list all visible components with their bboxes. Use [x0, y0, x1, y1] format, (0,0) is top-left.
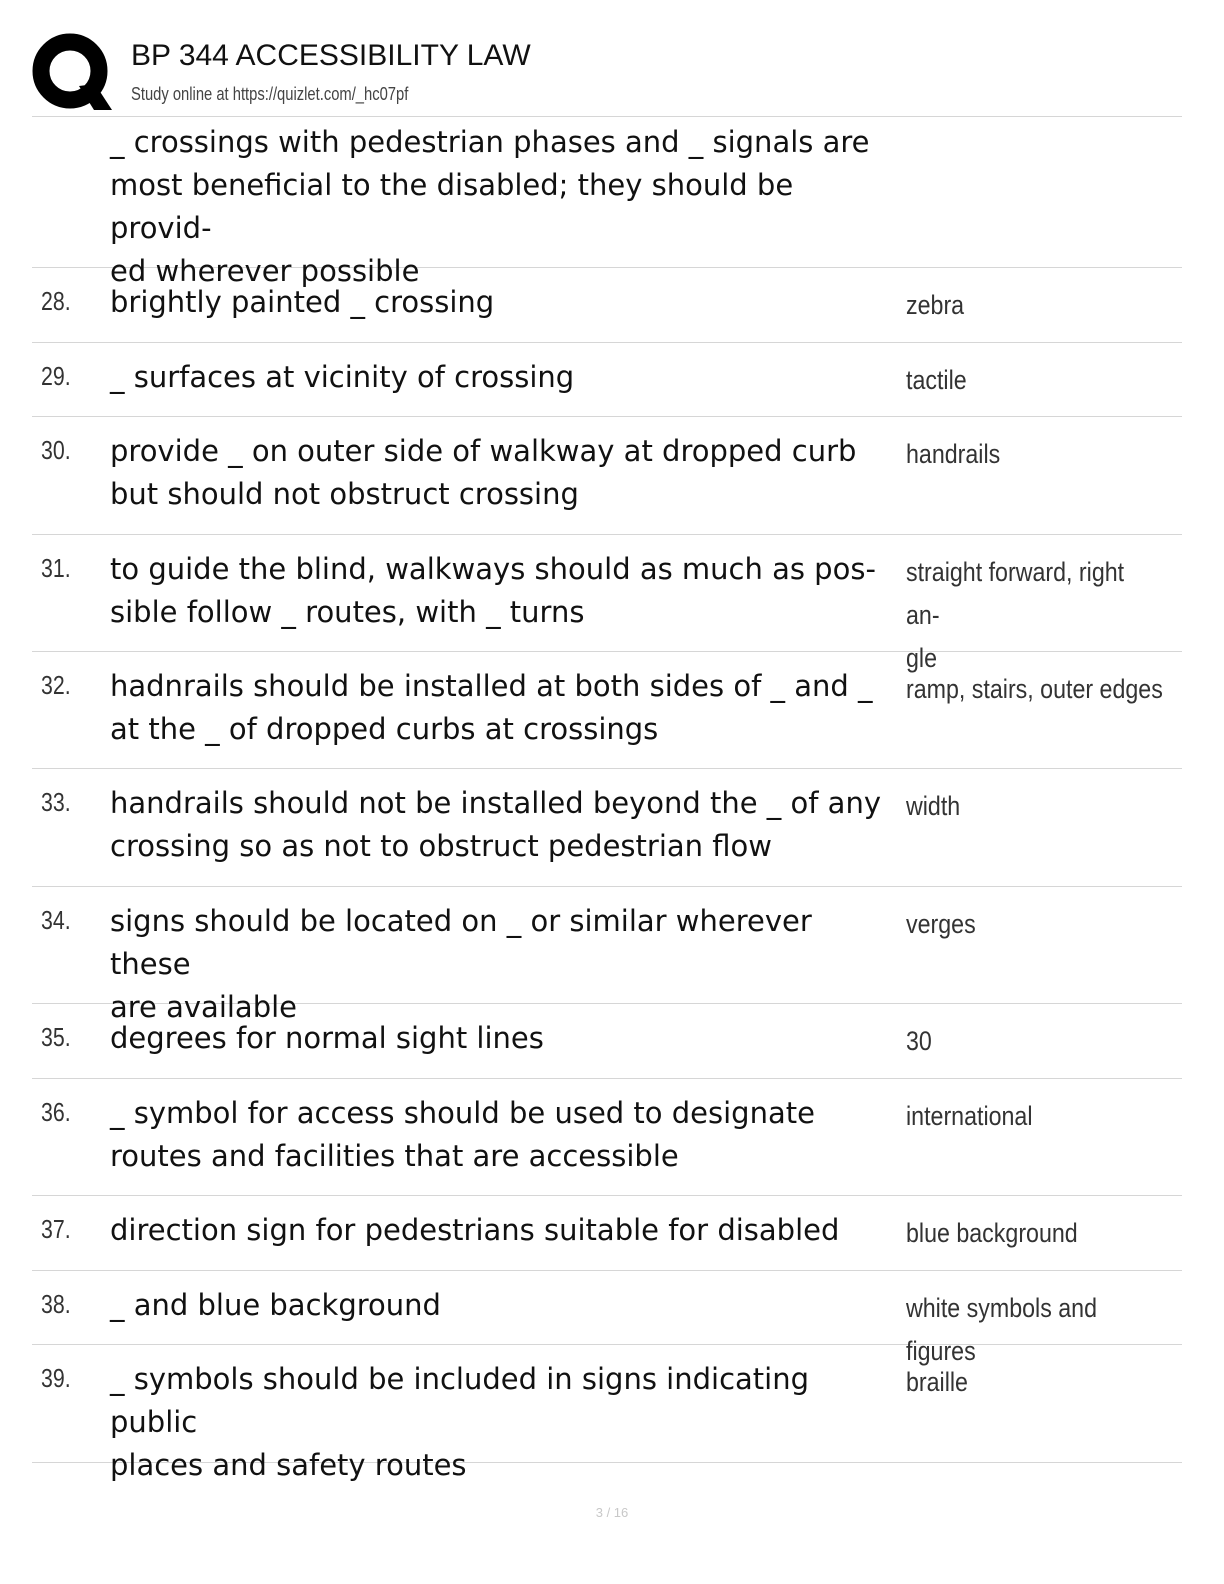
card-term: degrees for normal sight lines — [110, 1021, 544, 1055]
card-number: 32. — [41, 670, 71, 700]
flashcard-list — [32, 117, 1182, 1482]
card-number: 29. — [41, 361, 71, 391]
card-number: 33. — [41, 787, 71, 817]
card-definition: zebra — [906, 290, 965, 320]
page-number: 3 / 16 — [595, 1505, 629, 1520]
flashcard-row — [32, 535, 1182, 673]
flashcard-row — [32, 769, 1182, 887]
card-definition: verges — [906, 909, 976, 939]
card-number: 37. — [41, 1214, 71, 1244]
card-term: direction sign for pedestrians suitable for disabled — [110, 1213, 840, 1247]
card-definition: white symbols and figures — [906, 1293, 1098, 1366]
flashcard-row — [32, 1079, 1182, 1196]
card-definition: handrails — [906, 439, 1001, 469]
card-number: 34. — [41, 905, 71, 935]
card-number: 35. — [41, 1022, 71, 1052]
study-set-title: BP 344 ACCESSIBILITY LAW — [131, 39, 531, 72]
card-term: _ symbols should be included in signs indicating public places and safety routes — [110, 1362, 810, 1482]
card-term: signs should be located on _ or similar wherever these are available — [110, 904, 812, 1024]
card-number: 31. — [41, 553, 71, 583]
card-number: 30. — [41, 435, 71, 465]
flashcard-row — [32, 652, 1182, 769]
flashcard-row — [32, 117, 1182, 288]
flashcard-row — [32, 1004, 1182, 1079]
card-number: 36. — [41, 1097, 71, 1127]
quizlet-q-logo-icon — [32, 32, 114, 114]
flashcard-row — [32, 1271, 1182, 1366]
card-definition: 30 — [906, 1026, 932, 1056]
study-online-link[interactable]: Study online at https://quizlet.com/_hc07pf — [131, 84, 409, 104]
card-definition: width — [906, 791, 961, 821]
page-header — [32, 32, 1182, 116]
flashcard-row — [32, 887, 1182, 1024]
card-term: _ and blue background — [110, 1288, 441, 1322]
card-definition: ramp, stairs, outer edges — [906, 674, 1163, 704]
flashcard-row — [32, 1345, 1182, 1482]
card-term: to guide the blind, walkways should as much as pos- sible follow _ routes, with _ turns — [110, 552, 876, 629]
flashcard-row — [32, 417, 1182, 535]
flashcard-row — [32, 1196, 1182, 1271]
card-number: 38. — [41, 1289, 71, 1319]
card-number: 28. — [41, 286, 71, 316]
card-term: hadnrails should be installed at both sides of _ and _ at the _ of dropped curbs at crossings — [110, 669, 873, 746]
card-term: _ symbol for access should be used to designate routes and facilities that are accessible — [110, 1096, 815, 1173]
card-definition: tactile — [906, 365, 967, 395]
card-term: _ surfaces at vicinity of crossing — [110, 360, 575, 394]
card-definition: international — [906, 1101, 1033, 1131]
card-definition: braille — [906, 1367, 968, 1397]
card-term: _ crossings with pedestrian phases and _ signals are most beneficial to the disabled; they should be provid- ed wherever possible — [110, 125, 870, 288]
card-definition: blue background — [906, 1218, 1078, 1248]
flashcard-row — [32, 343, 1182, 417]
card-term: handrails should not be installed beyond the _ of any crossing so as not to obstruct pedestrian flow — [110, 786, 881, 863]
flashcard-row — [32, 268, 1182, 343]
card-definition: straight forward, right an- gle — [906, 557, 1125, 673]
card-term: brightly painted _ crossing — [110, 285, 495, 319]
card-term: provide _ on outer side of walkway at dropped curb but should not obstruct crossing — [110, 434, 857, 511]
card-number: 39. — [41, 1363, 71, 1393]
